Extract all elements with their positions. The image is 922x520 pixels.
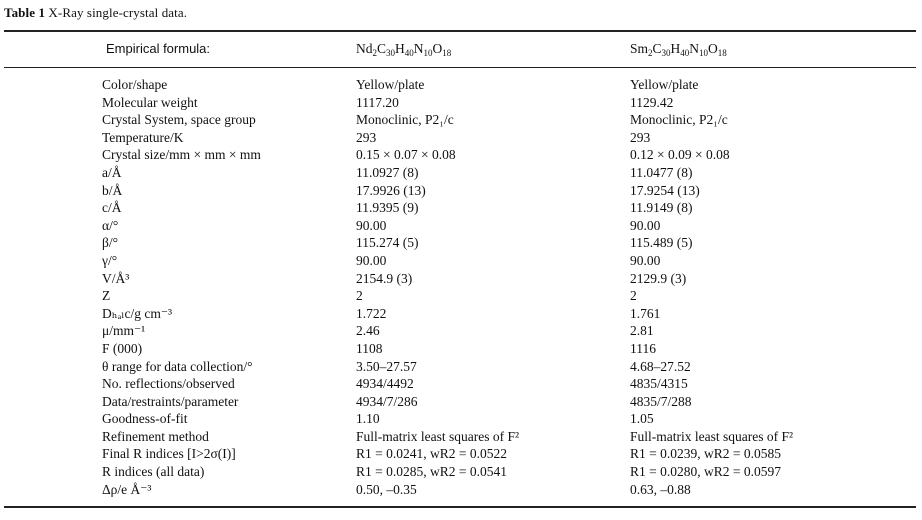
row-value-nd: 1.722: [356, 305, 387, 321]
row-value-sm: 4835/4315: [630, 376, 688, 392]
bottom-rule: [4, 506, 916, 508]
table-body: [0, 76, 922, 498]
table-caption: [4, 5, 187, 21]
row-label: V/Å³: [102, 270, 130, 286]
table-row: [0, 481, 922, 499]
row-value-sm: 1116: [630, 340, 656, 356]
row-value-nd: 115.274 (5): [356, 235, 419, 251]
table-row: [0, 340, 922, 358]
row-value-nd: 11.9395 (9): [356, 200, 419, 216]
formula-element: C: [652, 41, 662, 56]
formula-subscript: 18: [717, 48, 727, 58]
row-value-nd: 1.10: [356, 411, 380, 427]
formula-element: H: [395, 41, 405, 56]
row-label: θ range for data collection/°: [102, 358, 253, 374]
row-value-nd: Monoclinic, P2₁/c: [356, 112, 454, 128]
formula-subscript: 18: [442, 48, 452, 58]
row-value-sm: Full-matrix least squares of F²: [630, 428, 794, 444]
table-row: [0, 252, 922, 270]
row-value-nd: R1 = 0.0285, wR2 = 0.0541: [356, 464, 507, 480]
row-label: Crystal System, space group: [102, 112, 256, 128]
row-value-nd: 90.00: [356, 217, 387, 233]
row-value-sm: R1 = 0.0280, wR2 = 0.0597: [630, 464, 781, 480]
row-value-nd: 0.15 × 0.07 × 0.08: [356, 147, 456, 163]
header-rule: [4, 67, 916, 68]
row-value-nd: 17.9926 (13): [356, 182, 426, 198]
row-value-nd: 1117.20: [356, 94, 399, 110]
row-value-sm: 2: [630, 288, 637, 304]
formula-subscript: 2: [372, 48, 377, 58]
formula-subscript: 30: [661, 48, 671, 58]
table-row: [0, 358, 922, 376]
row-value-sm: 0.12 × 0.09 × 0.08: [630, 147, 730, 163]
row-value-sm: 11.0477 (8): [630, 164, 693, 180]
formula-element: C: [377, 41, 387, 56]
row-value-sm: 1.05: [630, 411, 654, 427]
row-value-sm: 17.9254 (13): [630, 182, 700, 198]
table-row: [0, 182, 922, 200]
row-value-sm: 2129.9 (3): [630, 270, 687, 286]
row-value-sm: R1 = 0.0239, wR2 = 0.0585: [630, 446, 781, 462]
table-row: [0, 199, 922, 217]
formula-element: H: [670, 41, 681, 56]
row-label: μ/mm⁻¹: [102, 323, 146, 339]
table-row: [0, 393, 922, 411]
row-value-nd: R1 = 0.0241, wR2 = 0.0522: [356, 446, 507, 462]
row-label: Δρ/e Å⁻³: [102, 481, 152, 497]
row-value-sm: 1129.42: [630, 94, 674, 110]
formula-subscript: 10: [699, 48, 709, 58]
row-value-nd: 0.50, –0.35: [356, 481, 417, 497]
row-label: Temperature/K: [102, 129, 184, 145]
row-value-nd: 1108: [356, 340, 383, 356]
table-caption-text: X-Ray single-crystal data.: [48, 5, 188, 20]
formula-element: N: [413, 41, 424, 56]
row-value-sm: 90.00: [630, 252, 661, 268]
row-label: c/Å: [102, 200, 122, 216]
row-value-nd: 293: [356, 129, 377, 145]
row-value-nd: Yellow/plate: [356, 77, 425, 92]
row-value-sm: 2.81: [630, 323, 654, 339]
formula-subscript: 2: [648, 48, 653, 58]
row-value-sm: Yellow/plate: [630, 77, 699, 92]
formula-subscript: 40: [404, 48, 414, 58]
row-label: Color/shape: [102, 77, 168, 92]
header-sm-formula: [630, 41, 727, 57]
formula-element: O: [708, 41, 718, 56]
top-rule: [4, 30, 916, 32]
header-nd-formula: [356, 41, 451, 57]
row-value-sm: 115.489 (5): [630, 235, 693, 251]
formula-element: N: [689, 41, 700, 56]
row-value-nd: Full-matrix least squares of F²: [356, 428, 520, 444]
formula-element: O: [432, 41, 443, 56]
formula-subscript: 40: [680, 48, 690, 58]
row-label: R indices (all data): [102, 464, 205, 480]
table-row: [0, 287, 922, 305]
row-value-sm: 4.68–27.52: [630, 358, 691, 374]
table-row: [0, 94, 922, 112]
row-value-nd: 3.50–27.57: [356, 358, 417, 374]
table-row: [0, 217, 922, 235]
table-row: [0, 234, 922, 252]
row-label: No. reflections/observed: [102, 376, 235, 392]
row-label: α/°: [102, 217, 119, 233]
table-row: [0, 164, 922, 182]
table-row: [0, 428, 922, 446]
table-row: [0, 410, 922, 428]
table-row: [0, 375, 922, 393]
formula-subscript: 30: [386, 48, 396, 58]
row-label: β/°: [102, 235, 119, 251]
table-row: [0, 445, 922, 463]
row-label: Z: [102, 288, 111, 304]
formula-element: Nd: [356, 41, 373, 56]
row-value-sm: 293: [630, 129, 651, 145]
table-row: [0, 111, 922, 129]
row-value-sm: 90.00: [630, 217, 661, 233]
table-caption-label: Table 1: [4, 5, 46, 20]
row-label: Final R indices [I>2σ(I)]: [102, 446, 236, 462]
row-value-nd: 90.00: [356, 252, 387, 268]
row-label: Data/restraints/parameter: [102, 393, 239, 409]
row-label: γ/°: [102, 252, 118, 268]
row-value-nd: 11.0927 (8): [356, 164, 419, 180]
row-label: a/Å: [102, 164, 122, 180]
table-row: [0, 322, 922, 340]
row-value-sm: Monoclinic, P2₁/c: [630, 112, 728, 128]
row-value-nd: 2154.9 (3): [356, 270, 413, 286]
row-value-nd: 4934/7/286: [356, 393, 418, 409]
row-label: Molecular weight: [102, 94, 198, 110]
table-row: [0, 305, 922, 323]
row-label: Refinement method: [102, 428, 209, 444]
formula-element: Sm: [630, 41, 649, 56]
table-row: [0, 129, 922, 147]
row-label: Crystal size/mm × mm × mm: [102, 147, 261, 163]
table-row: [0, 76, 922, 94]
table-row: [0, 146, 922, 164]
row-label: Dₕₐₗc/g cm⁻³: [102, 305, 173, 321]
row-value-nd: 4934/4492: [356, 376, 414, 392]
row-value-nd: 2: [356, 288, 363, 304]
table-row: [0, 270, 922, 288]
row-label: Goodness-of-fit: [102, 411, 188, 427]
table-row: [0, 463, 922, 481]
row-value-sm: 1.761: [630, 305, 661, 321]
formula-subscript: 10: [423, 48, 433, 58]
row-label: F (000): [102, 340, 143, 356]
header-empirical-formula: Empirical formula:: [106, 41, 211, 56]
row-label: b/Å: [102, 182, 123, 198]
row-value-sm: 11.9149 (8): [630, 200, 693, 216]
row-value-nd: 2.46: [356, 323, 380, 339]
row-value-sm: 4835/7/288: [630, 393, 692, 409]
row-value-sm: 0.63, –0.88: [630, 481, 691, 497]
